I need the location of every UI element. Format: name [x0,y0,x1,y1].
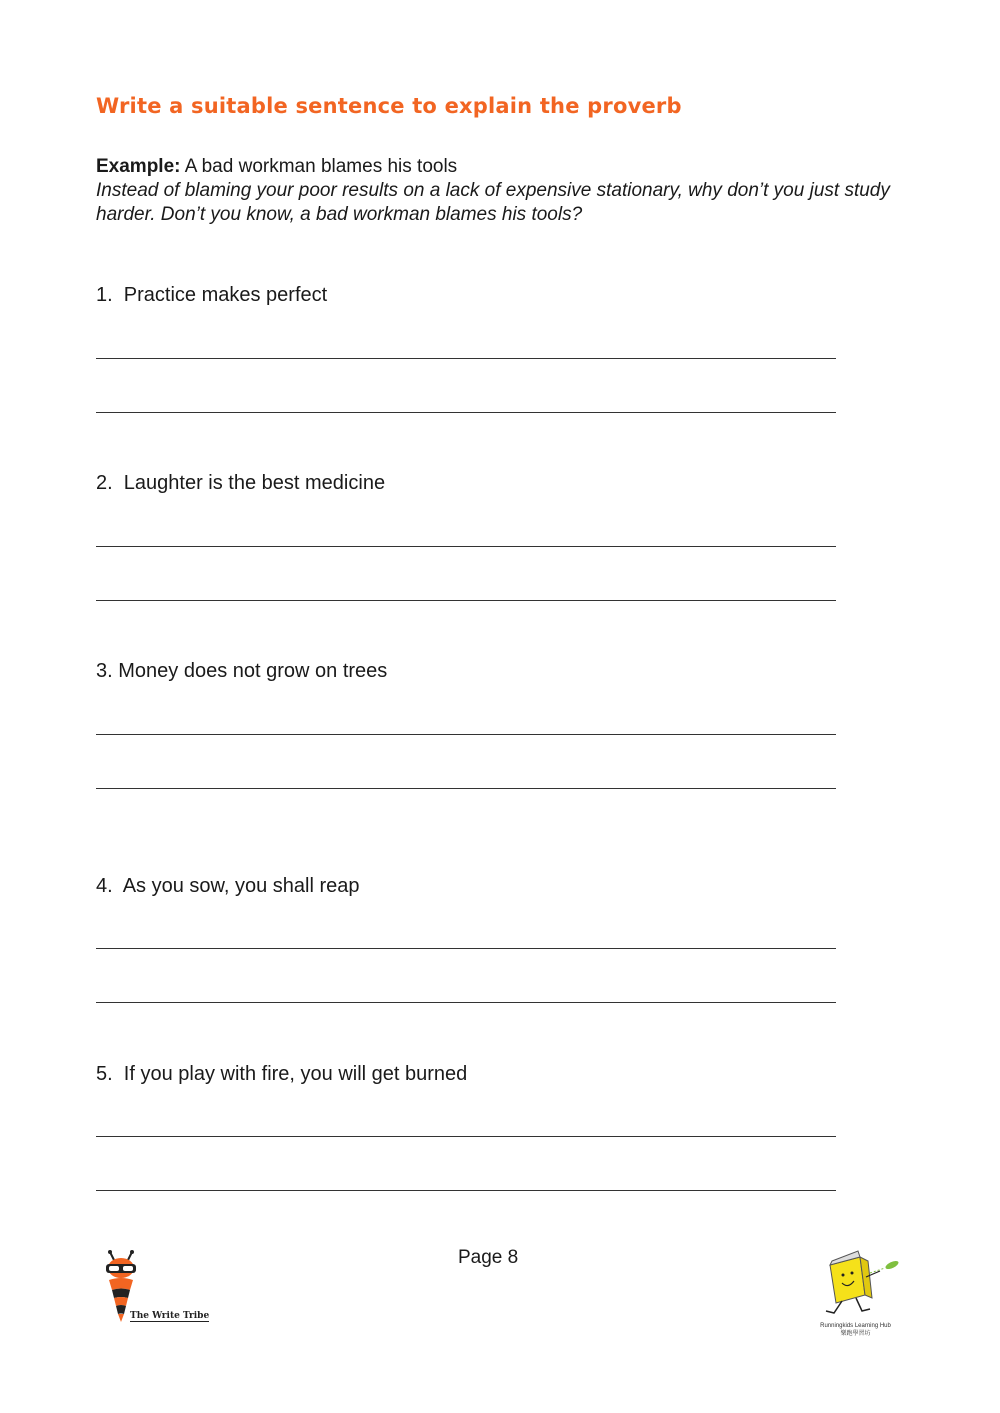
right-logo-text-zh: 樂跑學習坊 [840,1331,871,1337]
example-proverb: A bad workman blames his tools [180,156,458,177]
question-3: 3. Money does not grow on trees [96,660,388,682]
answer-line[interactable] [96,1190,836,1191]
running-book-logo-icon [810,1243,905,1323]
page-number: Page 8 [458,1247,519,1268]
answer-line[interactable] [96,600,836,601]
question-4: 4. As you sow, you shall reap [96,875,360,897]
answer-line[interactable] [96,948,836,949]
left-logo-text: The Write Tribe [130,1311,210,1321]
question-2: 2. Laughter is the best medicine [96,472,386,494]
answer-line[interactable] [96,1136,836,1137]
answer-line[interactable] [96,412,836,413]
example-label: Example: [96,156,181,177]
example-block [96,155,916,227]
answer-line[interactable] [96,734,836,735]
worksheet-title: Write a suitable sentence to explain the proverb [96,94,682,118]
question-1: 1. Practice makes perfect [96,284,328,306]
right-logo-text [808,1322,903,1338]
answer-line[interactable] [96,1002,836,1003]
answer-line[interactable] [96,358,836,359]
example-explanation: Instead of blaming your poor results on a lack of expensive stationary, why don’t you just study harder. Don’t you know, a bad workman blames his tools? [96,180,890,225]
question-5: 5. If you play with fire, you will get burned [96,1063,468,1085]
answer-line[interactable] [96,788,836,789]
answer-line[interactable] [96,546,836,547]
right-logo-text-en: Runningkids Learning Hub [820,1323,891,1329]
